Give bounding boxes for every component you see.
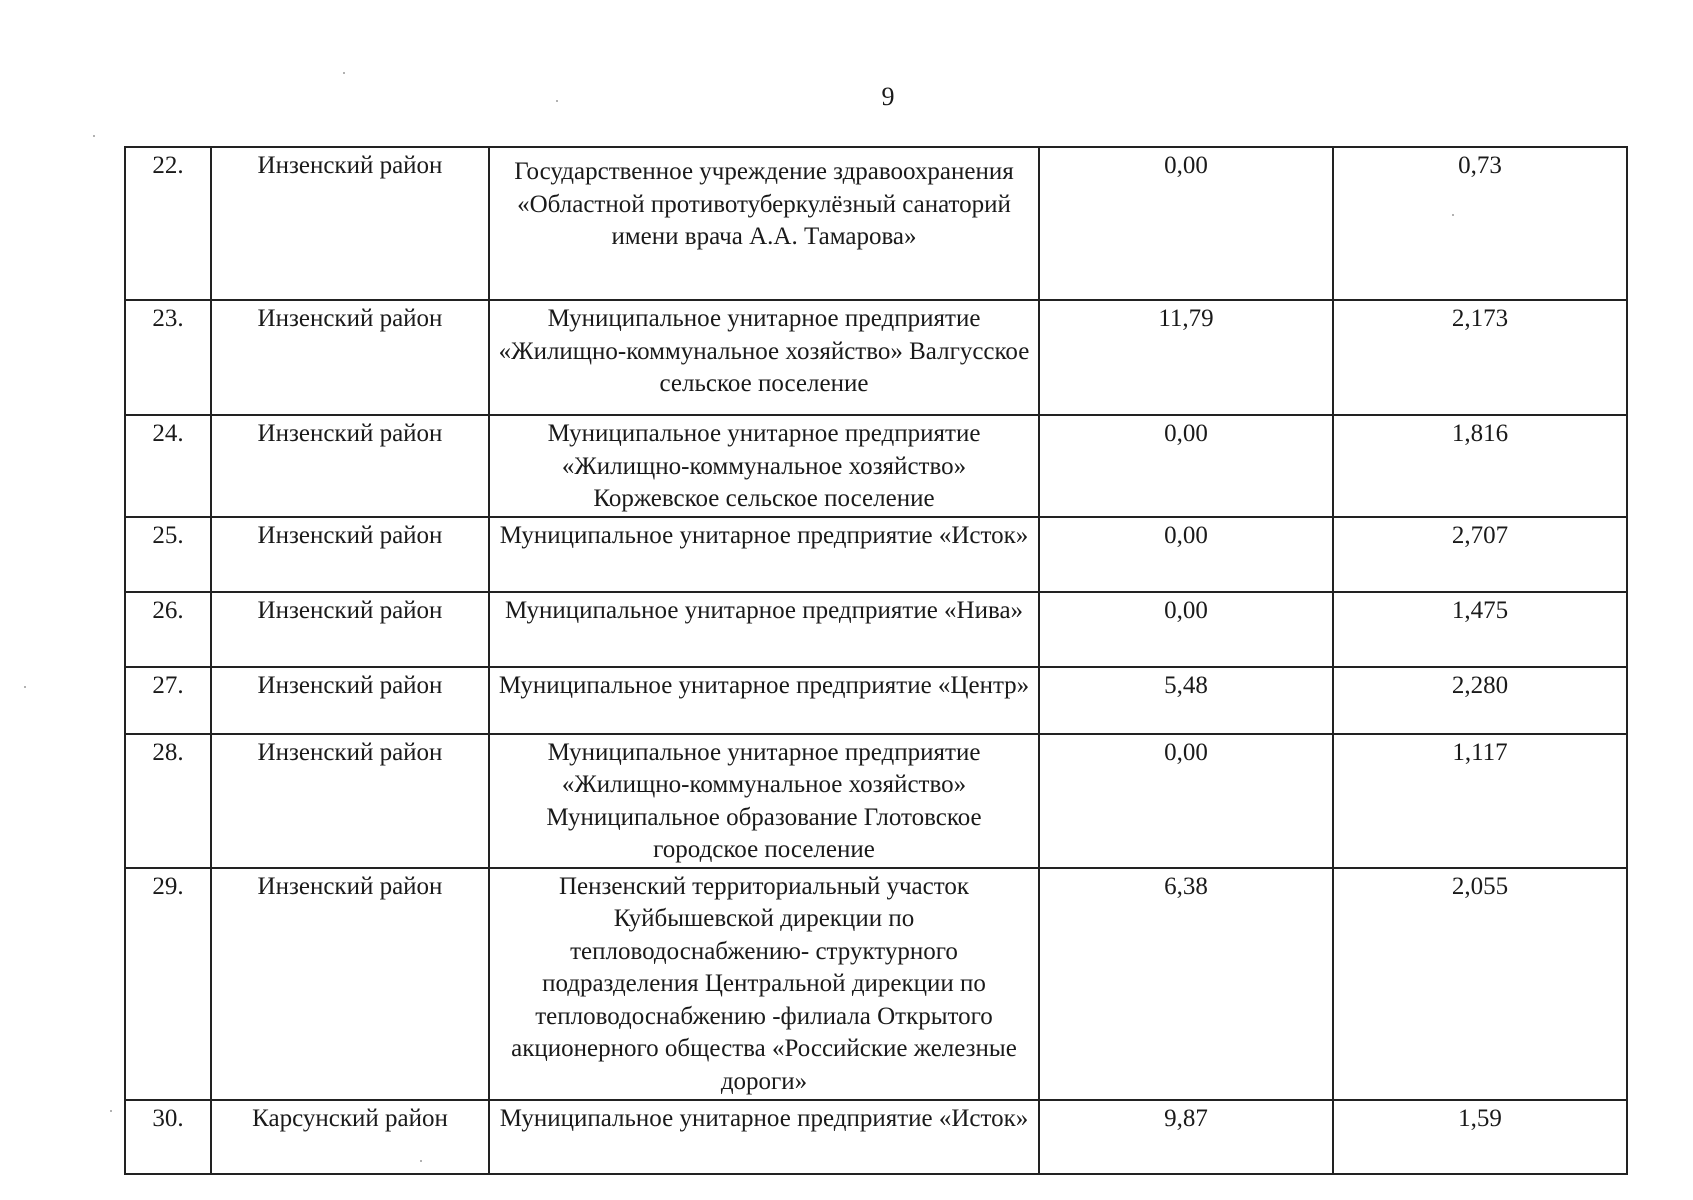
value-b-cell: 1,117 bbox=[1333, 734, 1627, 868]
district-cell: Инзенский район bbox=[211, 415, 489, 517]
value-a-cell: 0,00 bbox=[1039, 517, 1333, 592]
table-row bbox=[125, 517, 1627, 592]
district-cell: Инзенский район bbox=[211, 868, 489, 1100]
value-a-cell: 0,00 bbox=[1039, 415, 1333, 517]
organization-cell: Муниципальное унитарное предприятие «Исток» bbox=[489, 517, 1039, 592]
value-a-cell: 0,00 bbox=[1039, 147, 1333, 300]
row-number: 23. bbox=[125, 300, 211, 415]
organization-cell: Государственное учреждение здравоохранения «Областной противотуберкулёзный санаторий имени врача А.А. Тамарова» bbox=[489, 147, 1039, 300]
scan-speck bbox=[420, 1160, 422, 1162]
data-table bbox=[124, 146, 1628, 1175]
value-a-cell: 5,48 bbox=[1039, 667, 1333, 734]
row-number: 24. bbox=[125, 415, 211, 517]
table-row bbox=[125, 1100, 1627, 1174]
table-row bbox=[125, 415, 1627, 517]
value-b-cell: 1,475 bbox=[1333, 592, 1627, 667]
district-cell: Инзенский район bbox=[211, 734, 489, 868]
organization-cell: Муниципальное унитарное предприятие «Исток» bbox=[489, 1100, 1039, 1174]
value-a-cell: 6,38 bbox=[1039, 868, 1333, 1100]
district-cell: Инзенский район bbox=[211, 517, 489, 592]
value-b-cell: 2,055 bbox=[1333, 868, 1627, 1100]
organization-cell: Муниципальное унитарное предприятие «Нива» bbox=[489, 592, 1039, 667]
table-row bbox=[125, 147, 1627, 300]
district-cell: Инзенский район bbox=[211, 592, 489, 667]
row-number: 26. bbox=[125, 592, 211, 667]
value-b-cell: 2,707 bbox=[1333, 517, 1627, 592]
value-a-cell: 0,00 bbox=[1039, 734, 1333, 868]
organization-cell: Муниципальное унитарное предприятие «Жилищно-коммунальное хозяйство» Муниципальное образование Глотовское городское поселение bbox=[489, 734, 1039, 868]
row-number: 22. bbox=[125, 147, 211, 300]
district-cell: Инзенский район bbox=[211, 300, 489, 415]
district-cell: Карсунский район bbox=[211, 1100, 489, 1174]
row-number: 27. bbox=[125, 667, 211, 734]
table-row bbox=[125, 734, 1627, 868]
organization-cell: Муниципальное унитарное предприятие «Жилищно-коммунальное хозяйство» Коржевское сельское поселение bbox=[489, 415, 1039, 517]
value-a-cell: 9,87 bbox=[1039, 1100, 1333, 1174]
scan-speck bbox=[556, 100, 558, 102]
value-b-cell: 2,280 bbox=[1333, 667, 1627, 734]
value-a-cell: 0,00 bbox=[1039, 592, 1333, 667]
row-number: 25. bbox=[125, 517, 211, 592]
table-row bbox=[125, 667, 1627, 734]
organization-cell: Муниципальное унитарное предприятие «Центр» bbox=[489, 667, 1039, 734]
scan-speck bbox=[1452, 214, 1454, 216]
row-number: 29. bbox=[125, 868, 211, 1100]
organization-cell: Пензенский территориальный участок Куйбышевской дирекции по тепловодоснабжению- структурного подразделения Центральной дирекции по тепловодоснабжению -филиала Открытого акционерного общества «Российские железные дороги» bbox=[489, 868, 1039, 1100]
scan-speck bbox=[343, 72, 345, 74]
page-number: 9 bbox=[881, 82, 895, 111]
row-number: 28. bbox=[125, 734, 211, 868]
scan-speck bbox=[93, 135, 95, 137]
scan-speck bbox=[24, 686, 26, 688]
value-b-cell: 1,816 bbox=[1333, 415, 1627, 517]
table-row bbox=[125, 300, 1627, 415]
district-cell: Инзенский район bbox=[211, 667, 489, 734]
table-row bbox=[125, 592, 1627, 667]
value-b-cell: 0,73 bbox=[1333, 147, 1627, 300]
scan-speck bbox=[110, 1110, 112, 1112]
value-a-cell: 11,79 bbox=[1039, 300, 1333, 415]
table-row bbox=[125, 868, 1627, 1100]
district-cell: Инзенский район bbox=[211, 147, 489, 300]
value-b-cell: 2,173 bbox=[1333, 300, 1627, 415]
organization-cell: Муниципальное унитарное предприятие «Жилищно-коммунальное хозяйство» Валгусское сельское поселение bbox=[489, 300, 1039, 415]
row-number: 30. bbox=[125, 1100, 211, 1174]
value-b-cell: 1,59 bbox=[1333, 1100, 1627, 1174]
